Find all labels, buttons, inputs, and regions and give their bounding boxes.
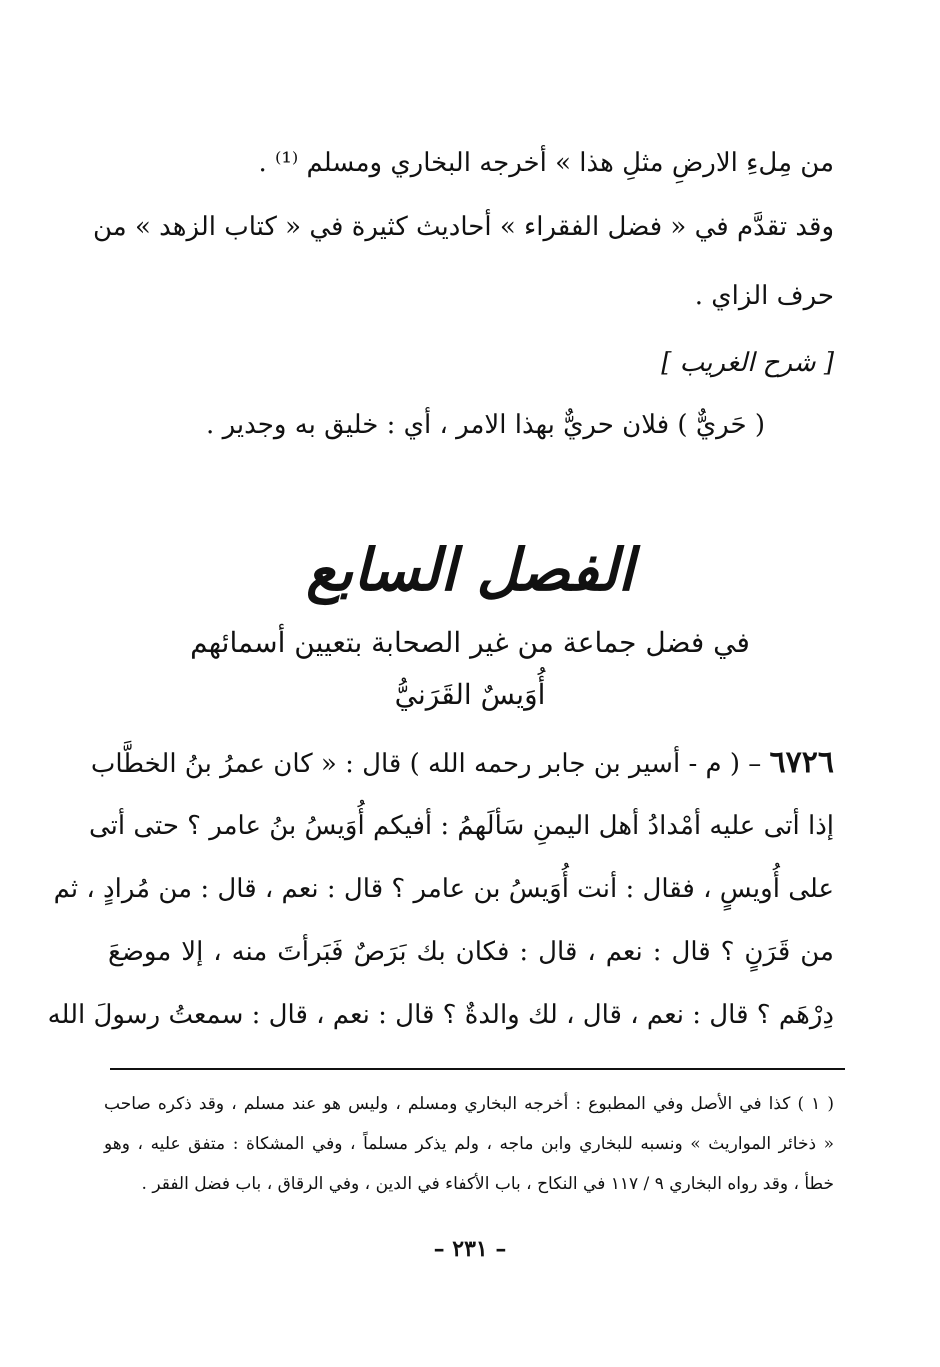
hadith-number: ٦٧٢٦ <box>769 745 834 780</box>
footnote-divider <box>110 1068 845 1070</box>
hadith-line-1 <box>90 743 834 784</box>
body-line-3: حرف الزاي . <box>694 281 834 311</box>
page-number: – ٢٣١ – <box>433 1236 507 1262</box>
hadith-line-4: من قَرَنٍ ؟ قال : نعم ، قال : فكان بك بَرَصٌ فَبَرأتَ منه ، إلا موضعَ <box>108 937 834 967</box>
body-line-1: من مِلءِ الارضِ مثلِ هذا » أخرجه البخاري ومسلم ⁽¹⁾ . <box>258 148 834 178</box>
footnote-line-3: خطأ ، وقد رواه البخاري ٩ / ١١٧ في النكاح ، باب الأكفاء في الدين ، وفي الرقاق ، باب فضل الفقر . <box>141 1174 834 1194</box>
section-heading: أُوَيسٌ القَرَنيُّ <box>394 678 546 711</box>
body-line-2: وقد تقدَّم في « فضل الفقراء » أحاديث كثيرة في « كتاب الزهد » من <box>93 212 834 242</box>
chapter-subtitle: في فضل جماعة من غير الصحابة بتعيين أسمائهم <box>190 626 750 659</box>
chapter-title: الفصل السابع <box>306 536 634 604</box>
sharh-line: ( حَريٌّ ) فلان حريٌّ بهذا الامر ، أي : خليق به وجدير . <box>206 410 765 440</box>
sharh-heading: [ شرح الغريب ] <box>661 348 834 378</box>
hadith-line-5: دِرْهَم ؟ قال : نعم ، قال ، لك والدةٌ ؟ قال : نعم ، قال : سمعتُ رسولَ الله <box>47 1000 834 1030</box>
hadith-line-1-text: – ( م - أسير بن جابر رحمه الله ) قال : « كان عمرُ بنُ الخطَّاب <box>90 749 762 779</box>
footnote-line-1: ( ١ ) كذا في الأصل وفي المطبوع : أخرجه البخاري ومسلم ، وليس هو عند مسلم ، وقد ذكره صاحب <box>104 1094 834 1114</box>
footnote-line-2: « ذخائر المواريث » ونسبه للبخاري وابن ماجه ، ولم يذكر مسلماً ، وفي المشكاة : متفق عليه ، وهو <box>104 1134 834 1154</box>
hadith-line-2: إذا أتى عليه أمْدادُ أهل اليمنِ سَألَهمُ : أفيكم أُوَيسُ بنُ عامر ؟ حتى أتى <box>88 811 834 841</box>
hadith-line-3: على أُويسٍ ، فقال : أنت أُوَيسُ بن عامر ؟ قال : نعم ، قال : من مُرادٍ ، ثم <box>53 874 834 904</box>
